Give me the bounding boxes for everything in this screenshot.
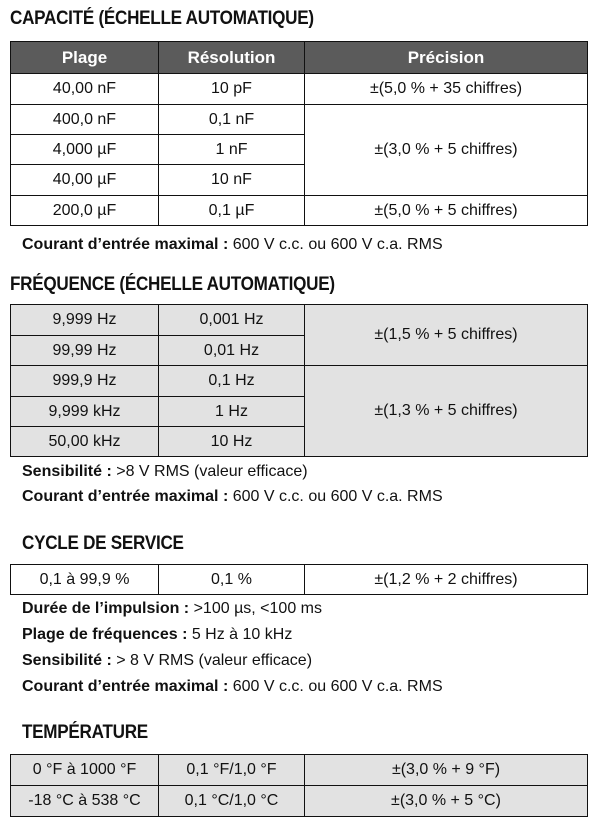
cell-plage: 0,1 à 99,9 % bbox=[11, 565, 159, 595]
cell-plage: 99,99 Hz bbox=[11, 336, 159, 366]
cycle-table bbox=[10, 564, 588, 595]
cell-resolution: 0,1 µF bbox=[159, 196, 305, 226]
note-label: Sensibilité : bbox=[22, 652, 112, 669]
cell-plage: 200,0 µF bbox=[11, 196, 159, 226]
cell-plage: 0 °F à 1000 °F bbox=[11, 755, 159, 786]
cell-resolution: 10 Hz bbox=[159, 427, 305, 457]
cycle-note-plage bbox=[22, 626, 292, 644]
cell-resolution: 1 nF bbox=[159, 135, 305, 165]
temperature-title: TEMPÉRATURE bbox=[22, 722, 148, 743]
temperature-table bbox=[10, 754, 588, 817]
capacite-title: CAPACITÉ (ÉCHELLE AUTOMATIQUE) bbox=[10, 8, 314, 29]
cell-resolution: 0,1 Hz bbox=[159, 366, 305, 397]
cell-resolution: 0,1 nF bbox=[159, 105, 305, 135]
header-precision: Précision bbox=[305, 42, 588, 74]
note-label: Plage de fréquences : bbox=[22, 626, 188, 643]
note-label: Courant d’entrée maximal : bbox=[22, 236, 229, 253]
capacite-note bbox=[22, 236, 443, 254]
note-label: Durée de l’impulsion : bbox=[22, 600, 190, 617]
table-row bbox=[11, 74, 588, 105]
cell-precision: ±(1,3 % + 5 chiffres) bbox=[305, 366, 588, 457]
note-label: Sensibilité : bbox=[22, 463, 112, 480]
cell-resolution: 0,001 Hz bbox=[159, 305, 305, 336]
cell-precision: ±(3,0 % + 9 °F) bbox=[305, 755, 588, 786]
table-row bbox=[11, 305, 588, 336]
cell-plage: 9,999 kHz bbox=[11, 397, 159, 427]
note-value: >100 µs, <100 ms bbox=[189, 600, 322, 617]
cell-plage: 9,999 Hz bbox=[11, 305, 159, 336]
cell-resolution: 0,01 Hz bbox=[159, 336, 305, 366]
note-value: 600 V c.c. ou 600 V c.a. RMS bbox=[228, 488, 443, 505]
table-row bbox=[11, 565, 588, 595]
table-row bbox=[11, 366, 588, 397]
cell-plage: 40,00 µF bbox=[11, 165, 159, 196]
cell-plage: 4,000 µF bbox=[11, 135, 159, 165]
table-row bbox=[11, 786, 588, 817]
cell-precision: ±(5,0 % + 35 chiffres) bbox=[305, 74, 588, 105]
cell-precision: ±(1,2 % + 2 chiffres) bbox=[305, 565, 588, 595]
cycle-title: CYCLE DE SERVICE bbox=[22, 533, 184, 554]
note-value: 600 V c.c. ou 600 V c.a. RMS bbox=[228, 678, 443, 695]
cell-precision: ±(5,0 % + 5 chiffres) bbox=[305, 196, 588, 226]
header-resolution: Résolution bbox=[159, 42, 305, 74]
note-label: Courant d’entrée maximal : bbox=[22, 488, 229, 505]
table-row bbox=[11, 105, 588, 135]
table-row bbox=[11, 196, 588, 226]
cell-resolution: 1 Hz bbox=[159, 397, 305, 427]
cell-precision: ±(1,5 % + 5 chiffres) bbox=[305, 305, 588, 366]
frequence-note-courant bbox=[22, 488, 443, 506]
frequence-table bbox=[10, 304, 588, 457]
cell-resolution: 0,1 °C/1,0 °C bbox=[159, 786, 305, 817]
note-value: >8 V RMS (valeur efficace) bbox=[111, 463, 308, 480]
frequence-title: FRÉQUENCE (ÉCHELLE AUTOMATIQUE) bbox=[10, 274, 335, 295]
cell-resolution: 10 nF bbox=[159, 165, 305, 196]
cell-precision: ±(3,0 % + 5 °C) bbox=[305, 786, 588, 817]
cell-plage: 999,9 Hz bbox=[11, 366, 159, 397]
note-value: > 8 V RMS (valeur efficace) bbox=[111, 652, 313, 669]
cell-precision: ±(3,0 % + 5 chiffres) bbox=[305, 105, 588, 196]
cell-plage: -18 °C à 538 °C bbox=[11, 786, 159, 817]
cell-plage: 50,00 kHz bbox=[11, 427, 159, 457]
header-plage: Plage bbox=[11, 42, 159, 74]
note-value: 600 V c.c. ou 600 V c.a. RMS bbox=[228, 236, 443, 253]
cell-plage: 400,0 nF bbox=[11, 105, 159, 135]
table-row bbox=[11, 755, 588, 786]
cell-plage: 40,00 nF bbox=[11, 74, 159, 105]
cell-resolution: 10 pF bbox=[159, 74, 305, 105]
cycle-note-sensibilite bbox=[22, 652, 312, 670]
frequence-note-sensibilite bbox=[22, 463, 308, 481]
note-value: 5 Hz à 10 kHz bbox=[187, 626, 293, 643]
cell-resolution: 0,1 % bbox=[159, 565, 305, 595]
cycle-note-duree bbox=[22, 600, 322, 618]
cycle-note-courant bbox=[22, 678, 443, 696]
capacite-table bbox=[10, 41, 588, 226]
note-label: Courant d’entrée maximal : bbox=[22, 678, 229, 695]
cell-resolution: 0,1 °F/1,0 °F bbox=[159, 755, 305, 786]
